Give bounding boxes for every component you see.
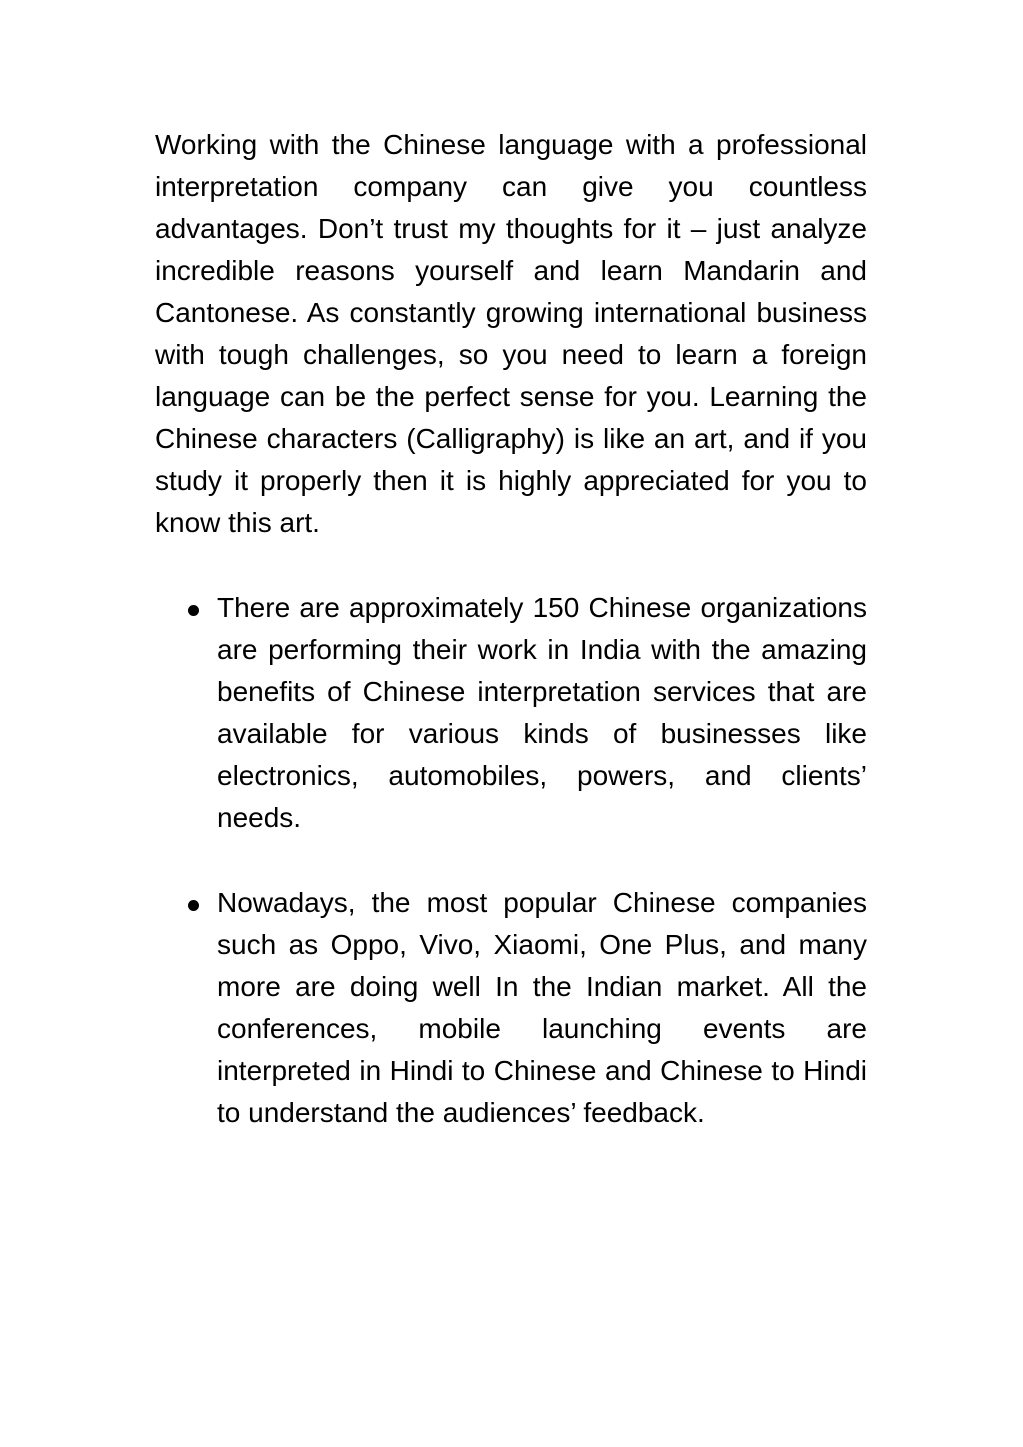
bullet-dot-icon xyxy=(188,605,199,616)
bullet-list xyxy=(155,587,867,1134)
document-body xyxy=(155,124,867,1177)
bullet-item-1 xyxy=(155,587,867,839)
bullet-dot-icon xyxy=(188,900,199,911)
bullet-text: There are approximately 150 Chinese organizations are performing their work in India with the amazing benefits of Chinese interpretation services that are available for various kinds of businesses like electronics, automobiles, powers, and clients’ needs. xyxy=(217,592,867,833)
bullet-item-2 xyxy=(155,882,867,1134)
bullet-text: Nowadays, the most popular Chinese companies such as Oppo, Vivo, Xiaomi, One Plus, and many more are doing well In the Indian market. All the conferences, mobile launching events are interpreted in Hindi to Chinese and Chinese to Hindi to understand the audiences’ feedback. xyxy=(217,887,867,1128)
intro-paragraph: Working with the Chinese language with a professional interpretation company can give you countless advantages. Don’t trust my thoughts for it – just analyze incredible reasons yourself and learn Mandarin and Cantonese. As constantly growing international business with tough challenges, so you need to learn a foreign language can be the perfect sense for you. Learning the Chinese characters (Calligraphy) is like an art, and if you study it properly then it is highly appreciated for you to know this art. xyxy=(155,129,867,538)
